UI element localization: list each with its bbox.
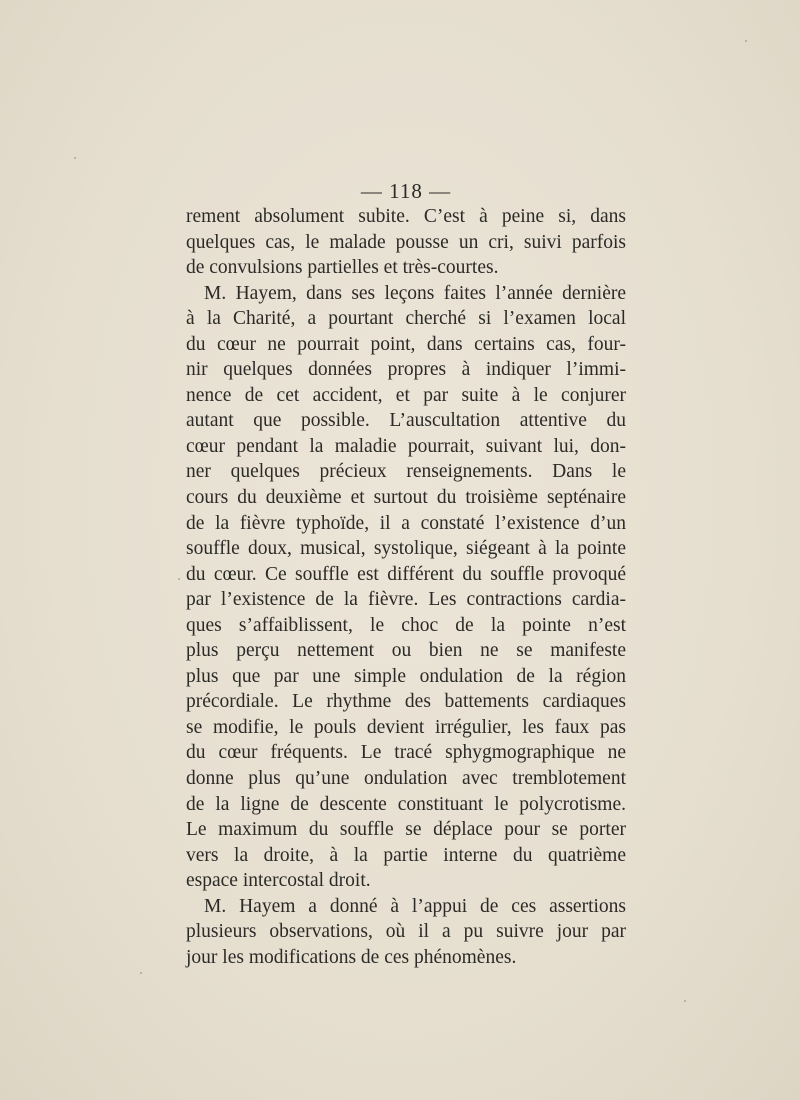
paragraph [186,204,626,281]
text-line: du cœur fréquents. Le tracé sphygmographique ne [186,742,626,764]
page-number: — 118 — [360,179,452,203]
text-line: nir quelques données propres à indiquer l’immi- [186,359,626,381]
text-line: Le maximum du souffle se déplace pour se porter [186,819,626,841]
text-line: cœur pendant la maladie pourrait, suivant lui, don- [186,435,626,457]
text-line: quelques cas, le malade pousse un cri, suivi parfois [186,231,626,253]
text-line: précordiale. Le rhythme des battements cardiaques [186,691,626,713]
text-line: plus perçu nettement ou bien ne se manifeste [186,640,626,662]
paper-speck [745,40,747,42]
paragraphs [186,204,626,970]
paper-speck [140,972,142,974]
paper-speck [178,578,180,580]
text-line: du cœur ne pourrait point, dans certains cas, four- [186,333,626,355]
paragraph [186,894,626,971]
text-line: donne plus qu’une ondulation avec tremblotement [186,768,626,790]
text-line: plus que par une simple ondulation de la région [186,665,626,687]
text-line: de la ligne de descente constituant le polycrotisme. [186,793,626,815]
text-line: cours du deuxième et surtout du troisième septénaire [186,487,626,509]
text-line: nence de cet accident, et par suite à le conjurer [186,384,626,406]
text-line: à la Charité, a pourtant cherché si l’examen local [186,308,626,330]
text-line: se modifie, le pouls devient irrégulier, les faux pas [186,716,626,738]
paper-speck [74,157,76,159]
text-line: souffle doux, musical, systolique, siégeant à la pointe [186,538,626,560]
text-line: plusieurs observations, où il a pu suivre jour par [186,921,626,943]
text-line: vers la droite, à la partie interne du quatrième [186,844,626,866]
text-line: M. Hayem a donné à l’appui de ces assertions [204,895,626,917]
text-line: de convulsions partielles et très-courtes. [186,257,499,279]
text-line: par l’existence de la fièvre. Les contractions cardia- [186,589,626,611]
text-line: du cœur. Ce souffle est différent du souffle provoqué [186,563,626,585]
paragraph [186,281,626,894]
text-block [186,178,626,970]
paper-speck [684,1000,686,1002]
text-line: autant que possible. L’auscultation attentive du [186,410,626,432]
text-line: M. Hayem, dans ses leçons faites l’année dernière [204,282,626,304]
text-line: jour les modifications de ces phénomènes. [186,946,517,968]
text-line: de la fièvre typhoïde, il a constaté l’existence d’un [186,512,626,534]
text-line: rement absolument subite. C’est à peine si, dans [186,206,626,227]
text-line: espace intercostal droit. [186,870,371,892]
text-line: ner quelques précieux renseignements. Dans le [186,461,626,483]
text-line: ques s’affaiblissent, le choc de la pointe n’est [186,614,626,636]
